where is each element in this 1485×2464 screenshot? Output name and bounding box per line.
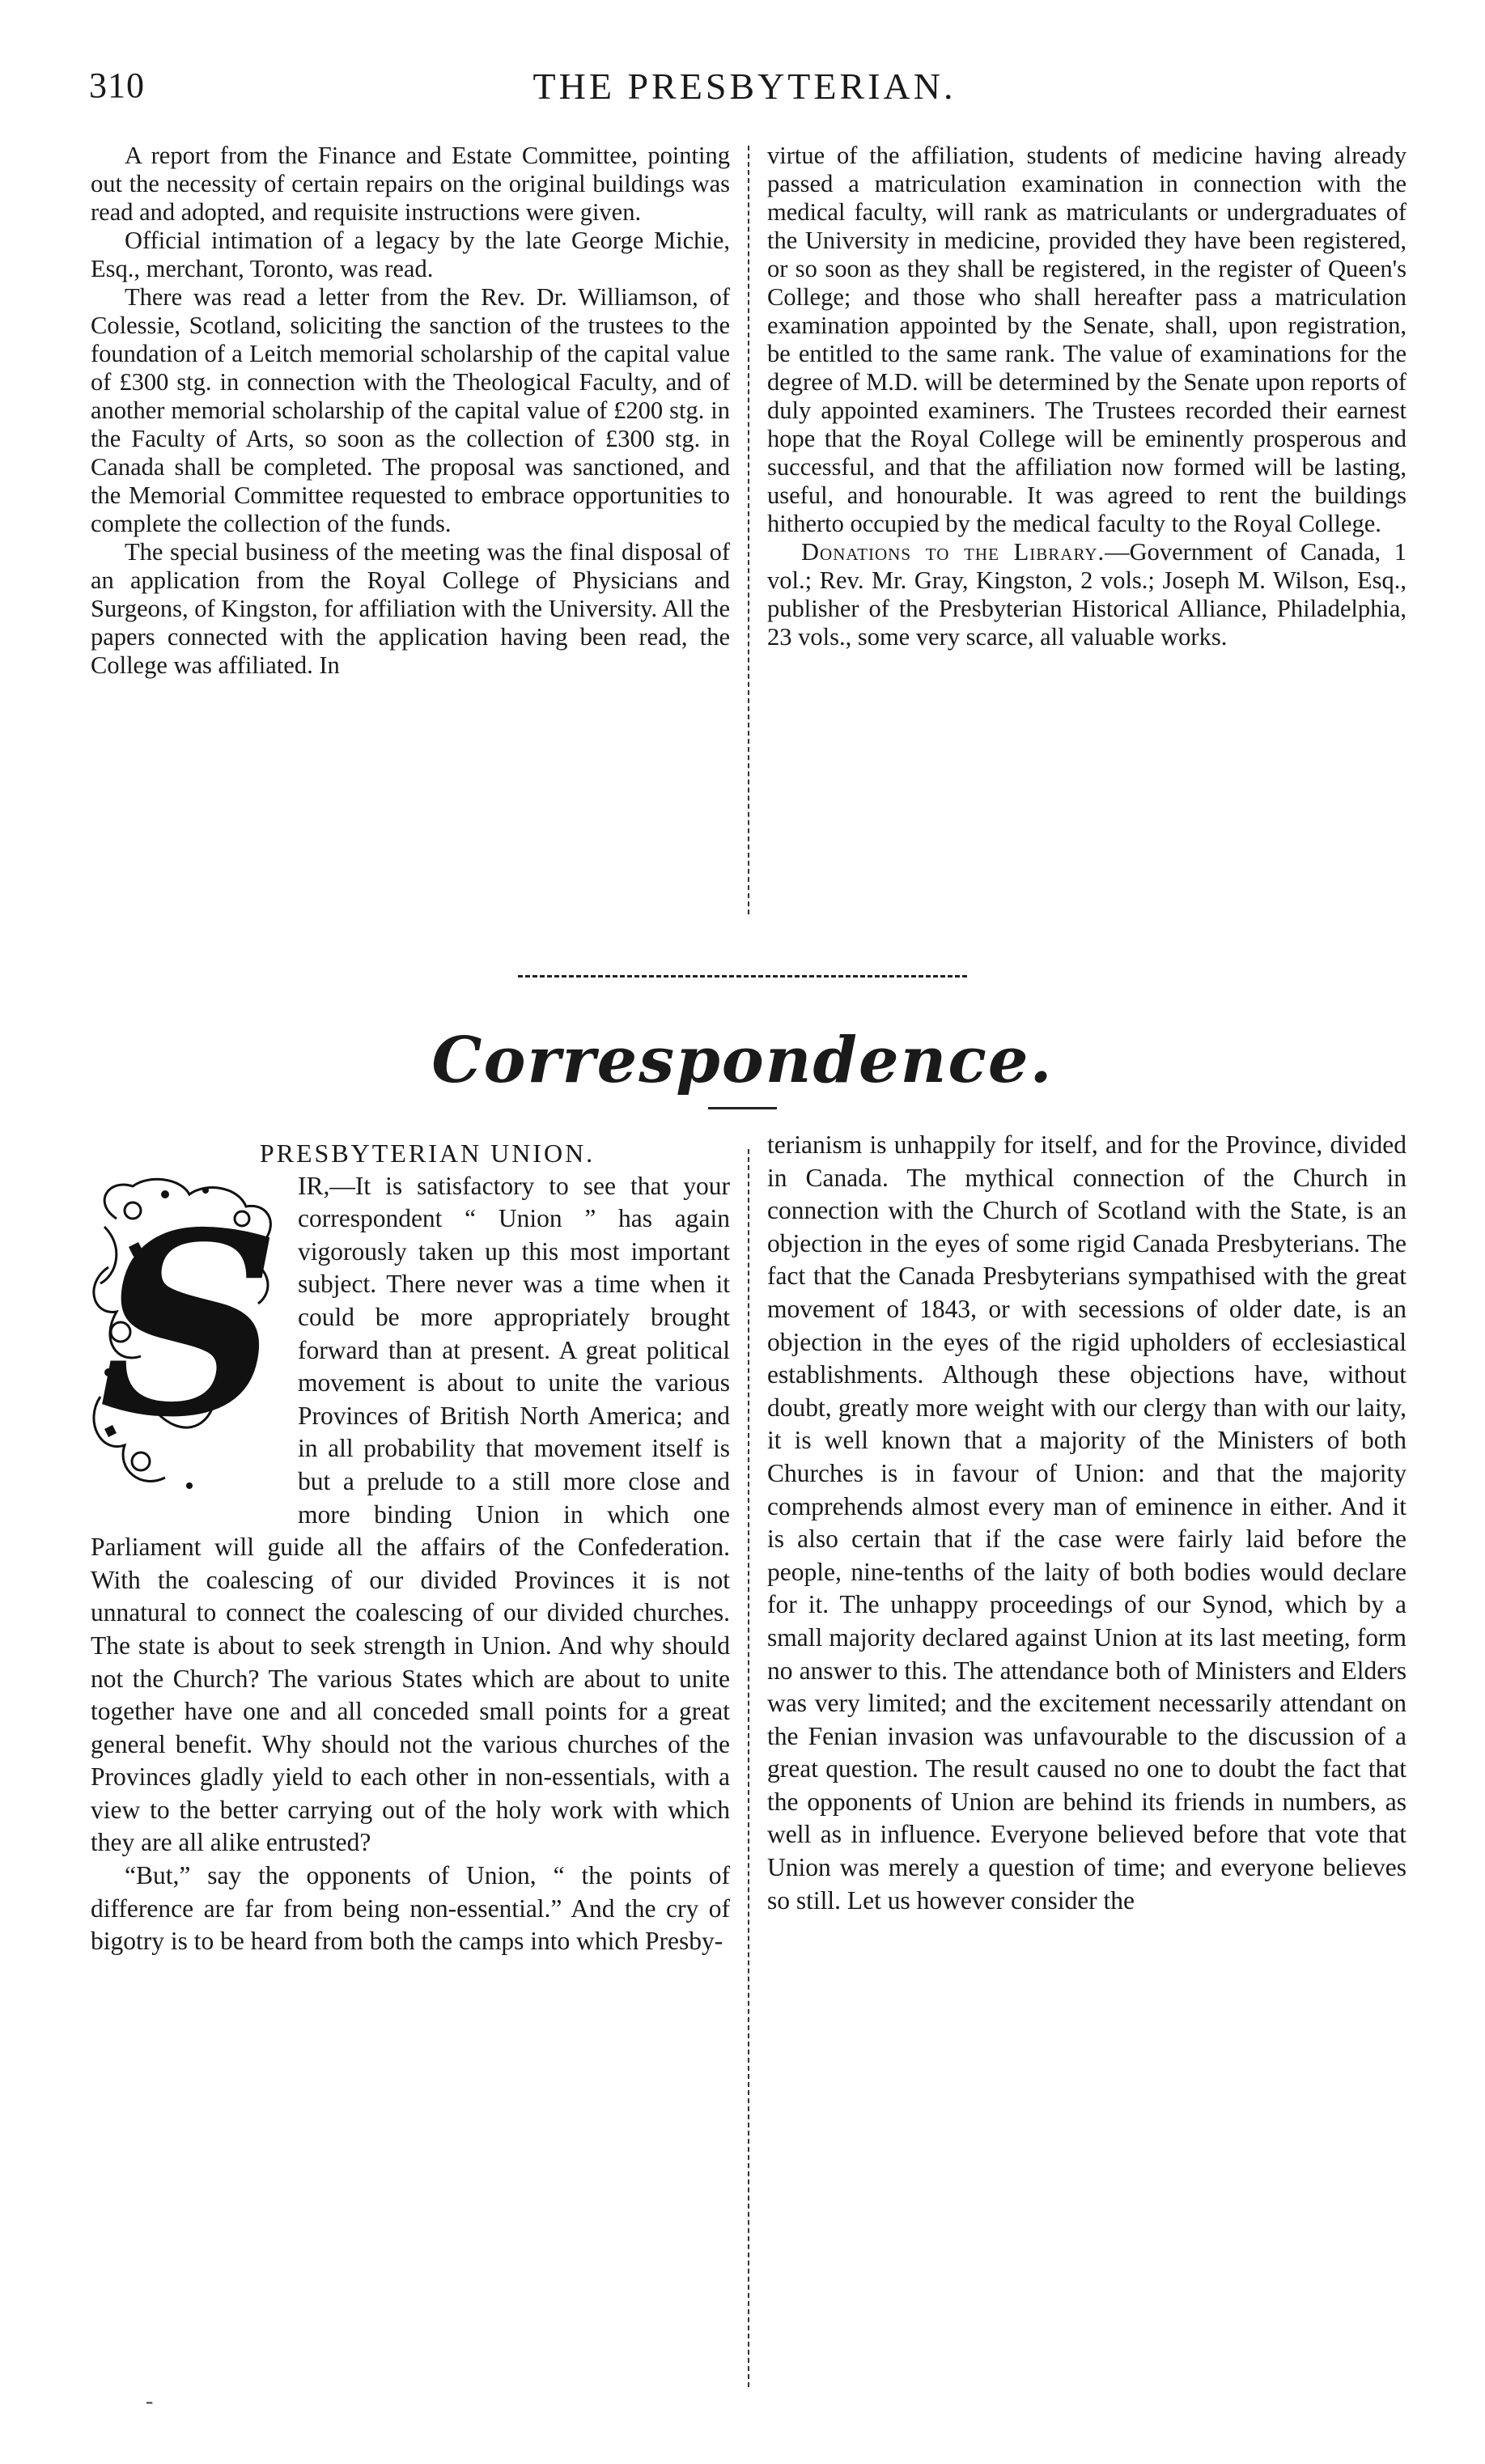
paragraph: A report from the Finance and Estate Committee, pointing out the necessity of certain repairs on the original buildings was read and adopted, and requisite instructions were given. <box>91 142 730 226</box>
donations-text: —Government of Canada, 1 vol.; Rev. Mr. Gray, Kingston, 2 vols.; Joseph M. Wilson, Esq., publisher of the Presbyterian Historical Alliance, Philadelphia, 23 vols., some very scarce, all valuable works. <box>767 538 1407 651</box>
paragraph: terianism is unhappily for itself, and for the Province, divided in Canada. The mythical connection of the Church in connection with the Church of Scotland with the State, is an objection in the eyes of some rigid Canada Presbyterians. The fact that the Canada Presbyterians sympathised with the great movement of 1843, or with secessions of older date, is an objection in the eyes of the rigid upholders of ecclesiastical establishments. Although these objections have, without doubt, greatly more weight with our clergy than with our laity, it is well known that a majority of the Ministers of both Churches is in favour of Union: and that the majority comprehends almost every man of eminence in either. And it is also certain that if the case were fairly laid before the people, nine-tenths of the laity of both bodies would declare for it. The unhappy proceedings of our Synod, which by a small majority declared against Union at its last meeting, form no answer to this. The attendance both of Ministers and Elders was very limited; and the excitement necessarily attendant on the Fenian invasion was unfavourable to the discussion of a great question. The result caused no one to doubt the fact that the opponents of Union are behind its friends in numbers, as well as in influence. Everyone believed before that vote that Union was merely a question of time; and everyone believes so still. Let us however consider the <box>767 1130 1407 1915</box>
paragraph: “But,” say the opponents of Union, “ the points of difference are far from being non-essential.” And the cry of bigotry is to be heard from both the camps into which Presby- <box>91 1861 730 1956</box>
page-header <box>89 65 1400 121</box>
paragraph: There was read a letter from the Rev. Dr. Williamson, of Colessie, Scotland, soliciting the sanction of the trustees to the foundation of a Leitch memorial scholarship of the capital value of £300 stg. in connection with the Theological Faculty, and of another memorial scholarship of the capital value of £200 stg. in the Faculty of Arts, so soon as the collection of £300 stg. in Canada shall be completed. The proposal was sanctioned, and the Memorial Committee requested to embrace opportunities to complete the collection of the funds. <box>91 283 730 537</box>
dropcap-ornament-icon <box>84 1170 286 1502</box>
paragraph: virtue of the affiliation, students of medicine having already passed a matriculation examination in connection with the medical faculty, will rank as matriculants or undergraduates of the University in medicine, provided they have been registered, or so soon as they shall be registered, in the register of Queen's College; and those who shall hereafter pass a matriculation examination appointed by the Senate, shall, upon registration, be entitled to the same rank. The value of examinations for the degree of M.D. will be determined by the Senate upon reports of duly appointed examiners. The Trustees recorded their earnest hope that the Royal College will be eminently prosperous and successful, and that the affiliation now formed will be lasting, useful, and honourable. It was agreed to rent the buildings hitherto occupied by the medical faculty to the Royal College. <box>767 142 1407 537</box>
heading-underline <box>708 1107 777 1109</box>
donations-label: Donations to the Library. <box>801 538 1105 566</box>
top-left-column <box>91 142 730 680</box>
page-number: 310 <box>89 66 145 105</box>
column-divider <box>748 146 749 914</box>
column-divider <box>748 1149 749 2387</box>
running-title: THE PRESBYTERIAN. <box>532 66 957 107</box>
footer-mark: - <box>146 2389 154 2414</box>
dropcap-letter: S <box>99 1177 280 1473</box>
article-title: PRESBYTERIAN UNION. <box>259 1139 596 1168</box>
section-heading: Correspondence. <box>431 1024 1054 1097</box>
paragraph: IR,—It is satisfactory to see that your correspondent “ Union ” has again vigorously taken up this most important subject. There never was a time when it could be more appropriately brought forward than at present. A great political movement is about to unite the various Provinces of British North America; and in all probability that movement itself is but a prelude to a still more close and more binding Union in which one Parliament will guide all the affairs of the Confederation. With the coalescing of our divided Provinces it is not unnatural to connect the coalescing of our divided churches. The state is about to seek strength in Union. And why should not the Church? The various States which are about to unite together have one and all conceded small points for a great general benefit. Why should not the various churches of the Provinces gladly yield to each other in non-essentials, with a view to the better carrying out of the holy work with which they are all alike entrusted? <box>91 1171 730 1857</box>
paragraph: Official intimation of a legacy by the late George Michie, Esq., merchant, Toronto, was read. <box>91 227 730 282</box>
bottom-left-column <box>91 1137 730 1958</box>
ornamental-dropcap <box>84 1170 286 1502</box>
bottom-right-column <box>767 1129 1407 1917</box>
top-right-column <box>767 142 1407 651</box>
section-divider <box>518 975 967 978</box>
donations-paragraph <box>767 538 1407 651</box>
paragraph: The special business of the meeting was the final disposal of an application from the Royal College of Physicians and Surgeons, of Kingston, for affiliation with the University. All the papers connected with the application having been read, the College was affiliated. In <box>91 538 730 679</box>
